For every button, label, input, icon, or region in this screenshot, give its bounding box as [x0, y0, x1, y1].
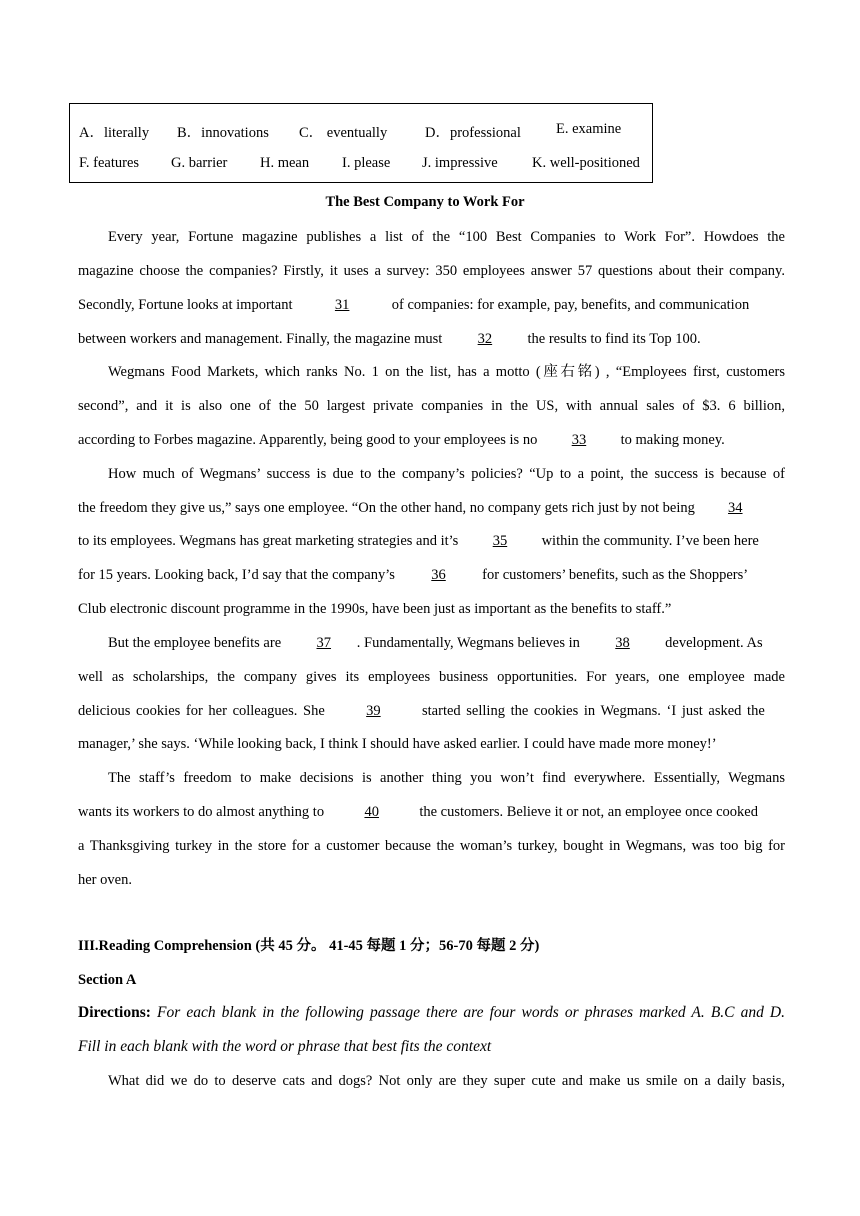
word-bank-row: [70, 121, 652, 155]
text-run: . Fundamentally, Wegmans believes in: [356, 635, 580, 651]
passage-line: [78, 296, 785, 314]
blank-39[interactable]: 39: [366, 703, 381, 719]
passage-title: The Best Company to Work For: [325, 194, 525, 210]
text-run: the results to find its Top 100.: [527, 331, 701, 347]
passage-line: [108, 634, 785, 652]
blank-33[interactable]: 33: [571, 432, 587, 448]
text-run: to making money.: [620, 432, 725, 448]
text-run: within the community. I’ve been here: [541, 533, 759, 549]
word-option: C． eventually: [299, 125, 388, 141]
passage-line: second”, and it is also one of the 50 largest private companies in the US, with annual sales of $3. 6 billion,: [78, 398, 785, 414]
passage-line: magazine choose the companies? Firstly, it uses a survey: 350 employees answer 57 questions about their company.: [78, 263, 785, 279]
text-run: started selling the cookies in Wegmans. ‘I just asked the: [422, 703, 765, 719]
blank-38[interactable]: 38: [615, 635, 630, 651]
passage-line: [78, 499, 785, 517]
passage-line: What did we do to deserve cats and dogs? Not only are they super cute and make us smile on a daily basis,: [108, 1073, 785, 1089]
text-run: for customers’ benefits, such as the Shoppers’: [482, 567, 749, 583]
text-run: the freedom they give us,” says one employee. “On the other hand, no company gets rich just by not being: [78, 500, 695, 516]
directions-line: [78, 1004, 785, 1022]
passage-line: How much of Wegmans’ success is due to the company’s policies? “Up to a point, the success is because of: [108, 466, 785, 482]
blank-37[interactable]: 37: [316, 635, 332, 651]
word-option: I. please: [342, 155, 391, 171]
passage-line: [78, 702, 785, 720]
blank-32[interactable]: 32: [477, 331, 493, 347]
section-subheading: Section A: [78, 972, 137, 988]
passage-line: The staff’s freedom to make decisions is another thing you won’t find everywhere. Essentially, Wegmans: [108, 770, 785, 786]
blank-35[interactable]: 35: [492, 533, 508, 549]
text-run: to its employees. Wegmans has great marketing strategies and it’s: [78, 533, 459, 549]
word-bank-row: [70, 155, 652, 189]
text-run: between workers and management. Finally, the magazine must: [78, 331, 443, 347]
text-run: Secondly, Fortune looks at important: [78, 297, 293, 313]
word-option: J. impressive: [422, 155, 498, 171]
passage-line: [78, 330, 785, 348]
word-option: H. mean: [260, 155, 310, 171]
passage-line: a Thanksgiving turkey in the store for a customer because the woman’s turkey, bought in Wegmans, was too big for: [78, 838, 785, 854]
passage-line: manager,’ she says. ‘While looking back, I think I should have asked earlier. I could have made more money!’: [78, 736, 717, 752]
directions-label: Directions:: [78, 1004, 151, 1021]
blank-34[interactable]: 34: [728, 500, 743, 516]
text-run: for 15 years. Looking back, I’d say that the company’s: [78, 567, 395, 583]
word-option: A．literally: [79, 125, 150, 141]
passage-line: Every year, Fortune magazine publishes a list of the “100 Best Companies to Work For”. Howdoes the: [108, 229, 785, 245]
text-run: But the employee benefits are: [108, 635, 282, 651]
passage-line: well as scholarships, the company gives its employees business opportunities. For years, one employee made: [78, 669, 785, 685]
blank-36[interactable]: 36: [431, 567, 446, 583]
text-run: delicious cookies for her colleagues. She: [78, 703, 325, 719]
directions-text: For each blank in the following passage there are four words or phrases marked A. B.C and D.: [157, 1004, 786, 1021]
passage-line: Wegmans Food Markets, which ranks No. 1 on the list, has a motto (座右铭) , “Employees first, customers: [108, 364, 785, 380]
blank-31[interactable]: 31: [334, 297, 350, 313]
text-run: of companies: for example, pay, benefits, and communication: [391, 297, 750, 313]
passage-line: [78, 566, 785, 584]
passage-line: [78, 803, 785, 821]
word-option: D．professional: [425, 125, 521, 141]
text-run: according to Forbes magazine. Apparently, being good to your employees is no: [78, 432, 538, 448]
section-heading: III.Reading Comprehension (共 45 分。 41-45 每题 1 分；56-70 每题 2 分): [78, 938, 540, 954]
blank-40[interactable]: 40: [364, 804, 379, 820]
directions-line: [78, 1038, 785, 1056]
text-run: the customers. Believe it or not, an employee once cooked: [419, 804, 758, 820]
passage-line: [78, 532, 785, 550]
passage-line: Club electronic discount programme in the 1990s, have been just as important as the benefits to staff.”: [78, 601, 672, 617]
word-option: E. examine: [556, 121, 622, 137]
word-option: F. features: [79, 155, 140, 171]
passage-line: her oven.: [78, 872, 132, 888]
word-option: G. barrier: [171, 155, 228, 171]
word-option: K. well-positioned: [532, 155, 640, 171]
directions-text: Fill in each blank with the word or phrase that best fits the context: [78, 1038, 492, 1055]
text-run: development. As: [665, 635, 763, 651]
word-option: B．innovations: [177, 125, 269, 141]
passage-line: [78, 431, 785, 449]
word-bank-box: [69, 103, 653, 183]
text-run: wants its workers to do almost anything to: [78, 804, 325, 820]
